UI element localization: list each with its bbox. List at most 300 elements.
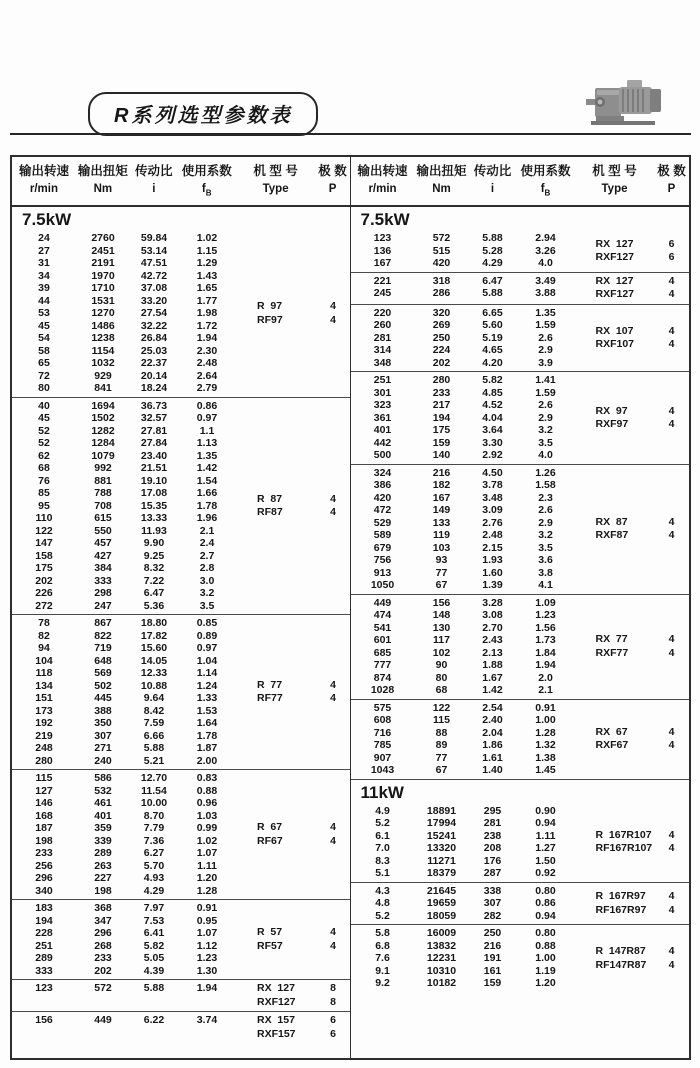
model-name: RX 77 [595,633,628,646]
table-cell: 296 [94,927,112,940]
table-cell: 67 [435,764,448,777]
table-row [351,885,575,898]
table-cell: 2.8 [199,562,215,575]
table-cell: 36.73 [140,399,168,412]
table-cell: 10.88 [140,679,168,692]
table-cell: 1.43 [196,269,218,282]
table-cell: 5.36 [143,599,165,612]
table-cell: 32.22 [140,319,168,332]
table-cell: 78 [38,617,50,630]
table-cell: 992 [94,462,112,475]
table-header-left [12,157,350,207]
table-row [12,692,236,705]
table-cell: 32.57 [140,412,168,425]
table-cell: 1.58 [535,479,556,492]
table-cell: 12.70 [140,772,168,785]
table-row [12,462,236,475]
table-cell: 529 [373,516,392,529]
table-row [351,275,575,288]
table-cell: 320 [432,306,451,319]
table-cell: 68 [435,684,448,697]
table-row [351,609,575,622]
table-cell: 5.88 [143,742,165,755]
table-cell: 42.72 [140,269,168,282]
table-cell: 77 [435,751,448,764]
table-cell: 442 [373,436,392,449]
table-cell: 21645 [426,884,457,897]
model-name: RXF97 [595,418,629,431]
table-row [12,847,236,860]
table-cell: 2.40 [482,714,503,727]
table-cell: 1.28 [535,726,556,739]
model-name: R 167R107 [595,828,652,841]
table-cell: 82 [38,629,50,642]
table-cell: 280 [432,374,451,387]
model-entry [236,493,350,507]
table-cell: 18.24 [140,382,168,395]
model-name: RF57 [257,939,283,952]
table-cell: 8.3 [375,854,390,867]
table-cell: 8.70 [143,809,165,822]
model-entry [575,842,689,856]
table-cell: 1.15 [196,244,218,257]
table-cell: 881 [94,474,112,487]
table-cell: 1.35 [535,306,556,319]
model-poles: 4 [668,288,675,301]
table-cell: 5.21 [143,754,165,767]
model-name: RF167R97 [595,903,647,916]
rating-group [351,230,690,272]
table-cell: 18059 [426,909,457,922]
table-half-left [12,157,351,1058]
model-entry [575,829,689,843]
table-row [351,517,575,530]
table-cell: 1028 [370,684,395,697]
table-cell: 202 [432,356,451,369]
model-poles: 4 [668,828,675,841]
table-cell: 1.67 [482,671,503,684]
table-row [12,952,236,965]
table-cell: 1.30 [196,964,218,977]
table-cell: 1486 [91,319,115,332]
model-entry [575,647,689,661]
table-cell: 3.30 [482,436,503,449]
model-entry [236,926,350,940]
table-cell: 224 [432,344,451,357]
table-cell: 2.92 [482,449,503,462]
table-row [12,270,236,283]
table-cell: 788 [94,487,112,500]
table-cell: 1.26 [535,466,556,479]
table-cell: 515 [432,244,451,257]
table-cell: 1.45 [535,764,556,777]
table-cell: 95 [38,499,50,512]
table-cell: 1.14 [196,667,218,680]
table-cell: 286 [432,287,451,300]
table-cell: 427 [94,549,112,562]
table-cell: 31 [38,257,50,270]
table-cell: 295 [483,804,502,817]
table-row [12,487,236,500]
table-cell: 17.08 [140,487,168,500]
table-cell: 89 [435,739,448,752]
rating-group [351,304,690,372]
table-cell: 7.6 [375,952,390,965]
table-row [12,785,236,798]
table-cell: 474 [373,609,392,622]
table-cell: 314 [373,344,392,357]
table-row [351,232,575,245]
table-cell: 37.08 [140,282,168,295]
table-cell: 11.54 [141,784,167,797]
table-cell: 2.0 [538,671,553,684]
table-cell: 1032 [91,357,115,370]
table-cell: 347 [94,914,112,927]
table-row [351,332,575,345]
table-cell: 2.79 [196,382,218,395]
table-cell: 2.64 [196,369,218,382]
model-poles: 4 [668,529,675,542]
model-poles: 4 [668,725,675,738]
table-cell: 14.05 [140,654,168,667]
model-entry [236,940,350,954]
table-cell: 27.84 [140,437,168,450]
model-name: RXF157 [257,1027,296,1040]
table-row [12,412,236,425]
model-entry [575,275,689,289]
table-cell: 445 [94,692,112,705]
table-row [351,764,575,777]
table-cell: 0.85 [196,617,218,630]
table-cell: 1.93 [482,554,503,567]
table-cell: 4.1 [538,579,553,592]
table-cell: 1.12 [196,939,218,952]
table-cell: 3.08 [482,609,503,622]
table-cell: 1.42 [482,684,503,697]
table-row [351,307,575,320]
table-cell: 333 [94,574,112,587]
table-cell: 420 [373,491,392,504]
header-type: 机 型 号 [253,164,298,178]
table-cell: 238 [483,829,502,842]
table-cell: 1.32 [535,739,556,752]
model-name: RXF127 [257,995,296,1008]
table-cell: 2.6 [538,399,553,412]
table-cell: 1.72 [196,319,218,332]
table-cell: 156 [432,596,451,609]
table-row [12,295,236,308]
table-cell: 187 [35,822,53,835]
table-cell: 18891 [426,804,457,817]
model-poles: 4 [330,821,336,834]
table-cell: 3.5 [538,436,553,449]
table-cell: 532 [94,784,112,797]
model-name: R 97 [257,300,283,313]
header-type-unit: Type [262,183,289,195]
table-cell: 159 [432,436,451,449]
table-cell: 27 [38,244,50,257]
table-cell: 240 [94,754,112,767]
table-cell: 12.33 [140,667,168,680]
table-cell: 11.93 [141,524,167,537]
table-cell: 6.66 [143,729,165,742]
table-row [351,622,575,635]
table-cell: 110 [35,512,53,525]
table-cell: 251 [373,374,392,387]
table-cell: 5.8 [375,927,390,940]
table-cell: 202 [35,574,53,587]
table-cell: 1.39 [482,579,503,592]
table-cell: 2.70 [482,621,503,634]
table-row [351,542,575,555]
model-name: RX 67 [595,725,628,738]
table-cell: 0.99 [196,822,218,835]
table-row [351,940,575,953]
table-cell: 53 [38,307,50,320]
table-row [351,492,575,505]
section-label: 7.5kW [22,210,72,230]
table-cell: 874 [373,671,392,684]
table-cell: 2.6 [538,504,553,517]
model-name: RX 87 [595,515,628,528]
model-entry [575,325,689,339]
table-cell: 88 [435,726,448,739]
model-name: RXF67 [595,739,629,752]
table-cell: 615 [94,512,112,525]
table-cell: 20.14 [140,369,168,382]
table-cell: 68 [38,462,50,475]
table-cell: 420 [432,257,451,270]
table-row [12,245,236,258]
table-cell: 907 [373,751,392,764]
table-cell: 339 [94,834,112,847]
table-row [351,287,575,300]
rating-group [12,1011,350,1043]
table-row [351,579,575,592]
table-row [351,257,575,270]
table-row [12,232,236,245]
model-poles: 4 [668,890,675,903]
model-name: RXF87 [595,529,629,542]
table-cell: 227 [94,872,112,885]
table-cell: 0.88 [196,784,218,797]
table-cell: 15241 [426,829,457,842]
model-poles: 4 [330,492,336,505]
rating-group [12,397,350,615]
model-entry [575,418,689,432]
table-cell: 368 [94,902,112,915]
model-name: RF97 [257,313,283,326]
table-row [351,357,575,370]
model-name: R 147R87 [595,945,646,958]
table-cell: 1.66 [196,487,218,500]
table-cell: 4.85 [482,386,503,399]
table-row [12,550,236,563]
table-row [351,424,575,437]
table-cell: 2.94 [535,232,556,245]
table-cell: 449 [94,1014,112,1027]
table-cell: 756 [373,554,392,567]
table-cell: 708 [94,499,112,512]
table-cell: 3.48 [482,491,503,504]
table-cell: 176 [483,854,502,867]
table-cell: 9.2 [375,977,390,990]
table-cell: 1.88 [482,659,503,672]
table-cell: 16009 [426,927,457,940]
table-cell: 7.97 [143,902,165,915]
model-entry [236,506,350,520]
table-cell: 13.33 [140,512,168,525]
table-cell: 1.00 [535,714,556,727]
table-cell: 134 [35,679,53,692]
table-cell: 233 [94,952,112,965]
table-cell: 220 [373,306,392,319]
table-cell: 9.1 [375,964,390,977]
table-row [12,332,236,345]
model-poles: 6 [668,251,675,264]
rating-group [351,803,690,882]
table-cell: 1.20 [196,872,218,885]
table-row [351,449,575,462]
table-cell: 589 [373,529,392,542]
table-row [12,450,236,463]
table-cell: 183 [35,902,53,915]
table-cell: 217 [432,399,451,412]
table-row [12,320,236,333]
model-name: RXF127 [595,288,635,301]
table-cell: 457 [94,537,112,550]
table-cell: 1154 [91,344,115,357]
table-cell: 4.04 [482,411,503,424]
model-poles: 4 [668,842,675,855]
selection-table [10,155,691,1060]
model-name: RX 97 [595,404,628,417]
model-entry [575,726,689,740]
table-cell: 161 [483,964,502,977]
table-cell: 85 [38,487,50,500]
table-cell: 1.1 [199,424,215,437]
table-cell: 0.94 [535,817,556,830]
table-cell: 0.80 [535,927,556,940]
table-cell: 6.47 [482,274,503,287]
model-name: RF67 [257,834,283,847]
table-cell: 2.9 [538,516,553,529]
table-cell: 5.88 [482,232,503,245]
table-cell: 23.40 [140,449,168,462]
table-cell: 3.2 [538,529,553,542]
table-cell: 24 [38,232,50,245]
table-cell: 7.0 [375,842,390,855]
model-name: RF77 [257,692,283,705]
table-cell: 221 [373,274,392,287]
table-cell: 3.2 [199,587,215,600]
table-cell: 1.54 [196,474,218,487]
table-cell: 867 [94,617,112,630]
model-name: R 57 [257,926,283,939]
table-row [351,245,575,258]
ratings-column-right [351,207,690,1058]
table-cell: 461 [94,797,112,810]
table-row [12,742,236,755]
table-cell: 19.10 [140,474,168,487]
header-poles: 极 数 [318,164,347,178]
table-cell: 0.80 [535,884,556,897]
table-cell: 648 [94,654,112,667]
table-cell: 94 [38,642,50,655]
table-cell: 2.43 [482,634,503,647]
table-cell: 5.88 [482,287,503,300]
table-cell: 3.74 [196,1014,218,1027]
model-poles: 4 [668,903,675,916]
table-cell: 194 [432,411,451,424]
table-cell: 1284 [91,437,115,450]
table-cell: 541 [373,621,392,634]
table-row [351,817,575,830]
table-cell: 2.9 [538,411,553,424]
table-cell: 27.54 [140,307,168,320]
table-cell: 228 [35,927,53,940]
table-row [12,1014,236,1027]
table-row [12,382,236,395]
table-cell: 3.49 [535,274,556,287]
table-cell: 33.20 [140,294,168,307]
table-cell: 271 [94,742,112,755]
model-entry [575,338,689,352]
table-cell: 54 [38,332,50,345]
table-row [351,387,575,400]
table-cell: 10.00 [140,797,168,810]
table-row [12,717,236,730]
table-row [351,897,575,910]
header-ratio: 传动比 [473,164,512,178]
table-cell: 1270 [91,307,115,320]
rating-group [351,464,690,594]
model-poles: 4 [668,633,675,646]
table-cell: 1.96 [196,512,218,525]
table-cell: 4.52 [482,399,503,412]
table-cell: 913 [373,566,392,579]
table-cell: 123 [35,982,53,995]
table-row [351,634,575,647]
table-cell: 80 [435,671,448,684]
table-row [351,965,575,978]
header-torque-unit: Nm [93,183,113,195]
model-name: RX 127 [595,274,634,287]
model-entry [575,288,689,302]
rating-group [12,230,350,397]
table-cell: 77 [435,566,448,579]
table-cell: 1.77 [196,294,218,307]
model-name: R 67 [257,821,283,834]
table-row [12,475,236,488]
table-cell: 3.09 [482,504,503,517]
model-name: R 77 [257,678,283,691]
table-row [351,702,575,715]
table-cell: 256 [35,859,53,872]
table-cell: 216 [432,466,451,479]
table-row [351,412,575,425]
header-factor-unit: $f_B$ [540,183,551,198]
table-cell: 2.54 [482,701,503,714]
table-cell: 263 [94,859,112,872]
table-cell: 2.4 [199,537,215,550]
table-cell: 1.60 [482,566,503,579]
table-row [12,965,236,978]
table-cell: 4.93 [143,872,165,885]
model-entry [575,238,689,252]
table-cell: 3.88 [535,287,556,300]
table-cell: 19659 [426,897,457,910]
